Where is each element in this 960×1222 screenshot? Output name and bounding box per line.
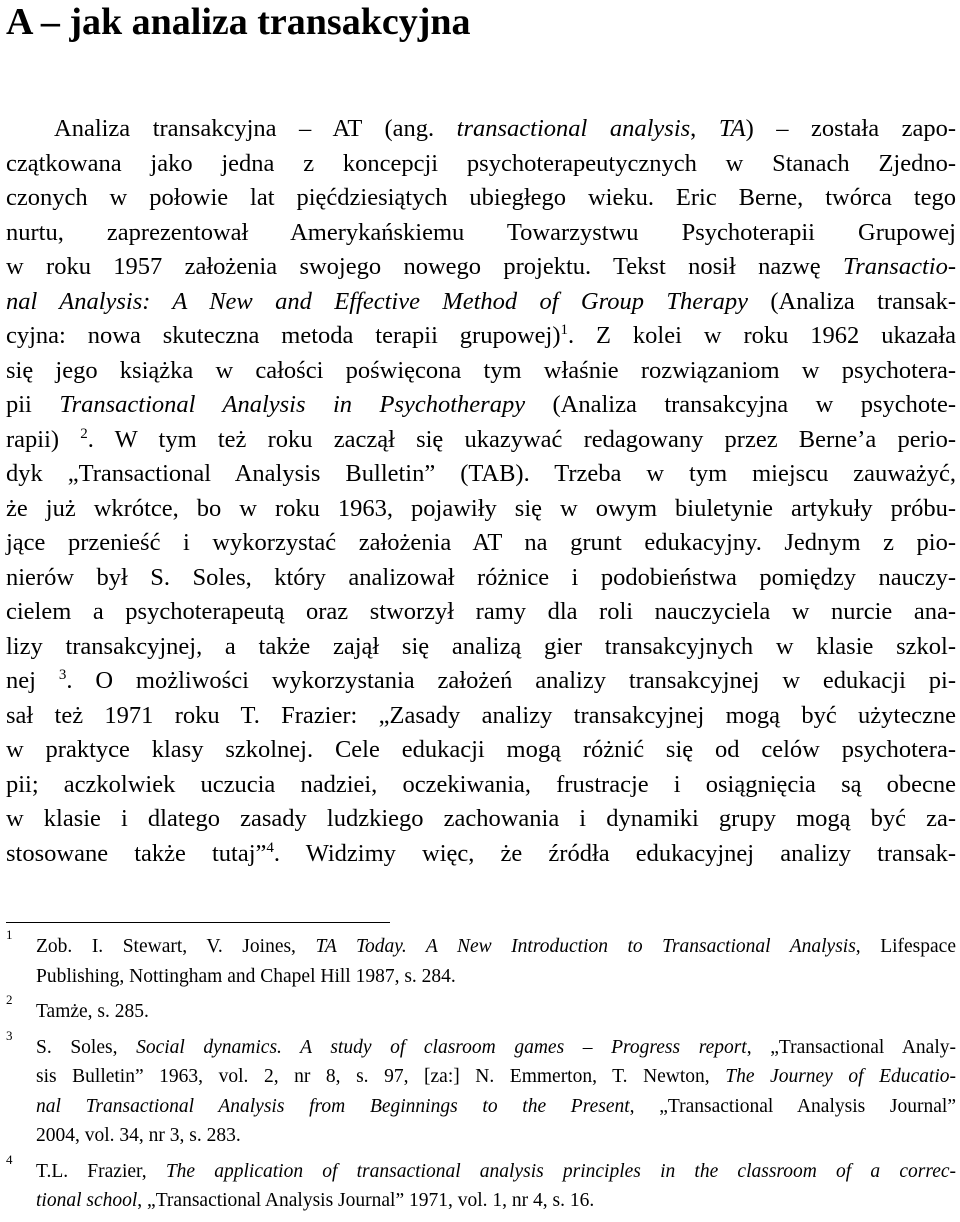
footnote-line: Publishing, Nottingham and Chapel Hill 1987, s. 284. bbox=[36, 965, 456, 987]
footnote-number: 3 bbox=[6, 1027, 13, 1043]
footnote-ref-3[interactable]: 3 bbox=[58, 667, 67, 683]
footnote-4 bbox=[6, 1151, 956, 1216]
text-line: Analiza transakcyjna – AT (ang. transactional analysis, TA) – została zapo- bbox=[54, 115, 956, 142]
text-line: lizy transakcyjnej, a także zajął się analizą gier transakcyjnych w klasie szkol- bbox=[6, 632, 956, 660]
footnote-2 bbox=[6, 992, 956, 1027]
text-line: sał też 1971 roku T. Frazier: „Zasady analizy transakcyjnej mogą być użyteczne bbox=[6, 701, 956, 729]
footnote-line: nal Transactional Analysis from Beginnings to the Present, „Transactional Analysis Journal” bbox=[36, 1095, 956, 1117]
page-title: A – jak analiza transakcyjna bbox=[6, 1, 471, 43]
text-line: że już wkrótce, bo w roku 1963, pojawiły się w owym biuletynie artykuły próbu- bbox=[6, 494, 956, 522]
footnote-number: 2 bbox=[6, 992, 13, 1007]
text-line: nal Analysis: A New and Effective Method of Group Therapy (Analiza transak- bbox=[6, 287, 957, 315]
text-line: w praktyce klasy szkolnej. Cele edukacji mogą różnić się od celów psychotera- bbox=[6, 736, 956, 763]
text-line: w klasie i dlatego zasady ludzkiego zachowania i dynamiki grupy mogą być za- bbox=[6, 805, 956, 832]
text-line: czątkowana jako jedna z koncepcji psychoterapeutycznych w Stanach Zjedno- bbox=[6, 149, 956, 177]
text-line: w roku 1957 założenia swojego nowego projektu. Tekst nosił nazwę Transactio- bbox=[6, 253, 956, 280]
text-line: pii Transactional Analysis in Psychotherapy (Analiza transakcyjna w psychote- bbox=[6, 391, 956, 418]
footnote-number: 4 bbox=[6, 1151, 13, 1167]
text-line: nurtu, zaprezentował Amerykańskiemu Towarzystwu Psychoterapii Grupowej bbox=[6, 218, 956, 246]
footnote-line: T.L. Frazier, The application of transactional analysis principles in the classroom of a correc- bbox=[36, 1160, 956, 1182]
footnote-ref-1[interactable]: 1 bbox=[560, 322, 568, 338]
text-line: stosowane także tutaj”$^4$. Widzimy więc, że źródła edukacyjnej analizy transak- bbox=[6, 839, 956, 867]
text-line: czonych w połowie lat pięćdziesiątych ubiegłego wieku. Eric Berne, twórca tego bbox=[6, 184, 956, 211]
footnote-number: 1 bbox=[6, 927, 13, 942]
text-line: dyk „Transactional Analysis Bulletin” (TAB). Trzeba w tym miejscu zauważyć, bbox=[6, 460, 956, 487]
footnote-line: S. Soles, Social dynamics. A study of clasroom games – Progress report, „Transactional Analy- bbox=[36, 1036, 956, 1058]
text-line: pii; aczkolwiek uczucia nadziei, oczekiwania, frustracje i osiągnięcia są obecne bbox=[6, 770, 956, 798]
footnote-ref-4[interactable]: 4 bbox=[266, 839, 274, 856]
body-paragraph bbox=[6, 112, 956, 871]
footnote-line: Tamże, s. 285. bbox=[36, 1001, 149, 1022]
footnote-line: tional school, „Transactional Analysis Journal” 1971, vol. 1, nr 4, s. 16. bbox=[36, 1190, 595, 1211]
text-line: nierów był S. Soles, który analizował różnice i podobieństwa pomiędzy nauczy- bbox=[6, 563, 956, 591]
footnote-line: 2004, vol. 34, nr 3, s. 283. bbox=[36, 1125, 241, 1146]
footnotes bbox=[6, 927, 956, 1222]
footnote-3 bbox=[6, 1027, 956, 1151]
footnote-1 bbox=[6, 927, 956, 991]
text-line: jące przenieść i wykorzystać założenia AT na grunt edukacyjny. Jednym z pio- bbox=[6, 529, 956, 556]
text-line: nej $^3$. O możliwości wykorzystania założeń analizy transakcyjnej w edukacji pi- bbox=[6, 667, 956, 694]
footnote-ref-2[interactable]: 2 bbox=[80, 425, 88, 442]
text-line: rapii) $^2$. W tym też roku zaczął się ukazywać redagowany przez Berne’a perio- bbox=[6, 425, 957, 453]
text-line: cyjna: nowa skuteczna metoda terapii grupowej)$^1$. Z kolei w roku 1962 ukazała bbox=[6, 322, 956, 349]
footnote-line: Zob. I. Stewart, V. Joines, TA Today. A New Introduction to Transactional Analysis, Lifespace bbox=[36, 936, 956, 957]
text-line: cielem a psychoterapeutą oraz stworzył ramy dla roli nauczyciela w nurcie ana- bbox=[6, 598, 956, 625]
footnote-separator bbox=[6, 922, 390, 923]
text-line: się jego książka w całości poświęcona tym właśnie rozwiązaniom w psychotera- bbox=[6, 356, 956, 384]
footnote-line: sis Bulletin” 1963, vol. 2, nr 8, s. 97, [za:] N. Emmerton, T. Newton, The Journey of Educatio- bbox=[36, 1066, 956, 1087]
